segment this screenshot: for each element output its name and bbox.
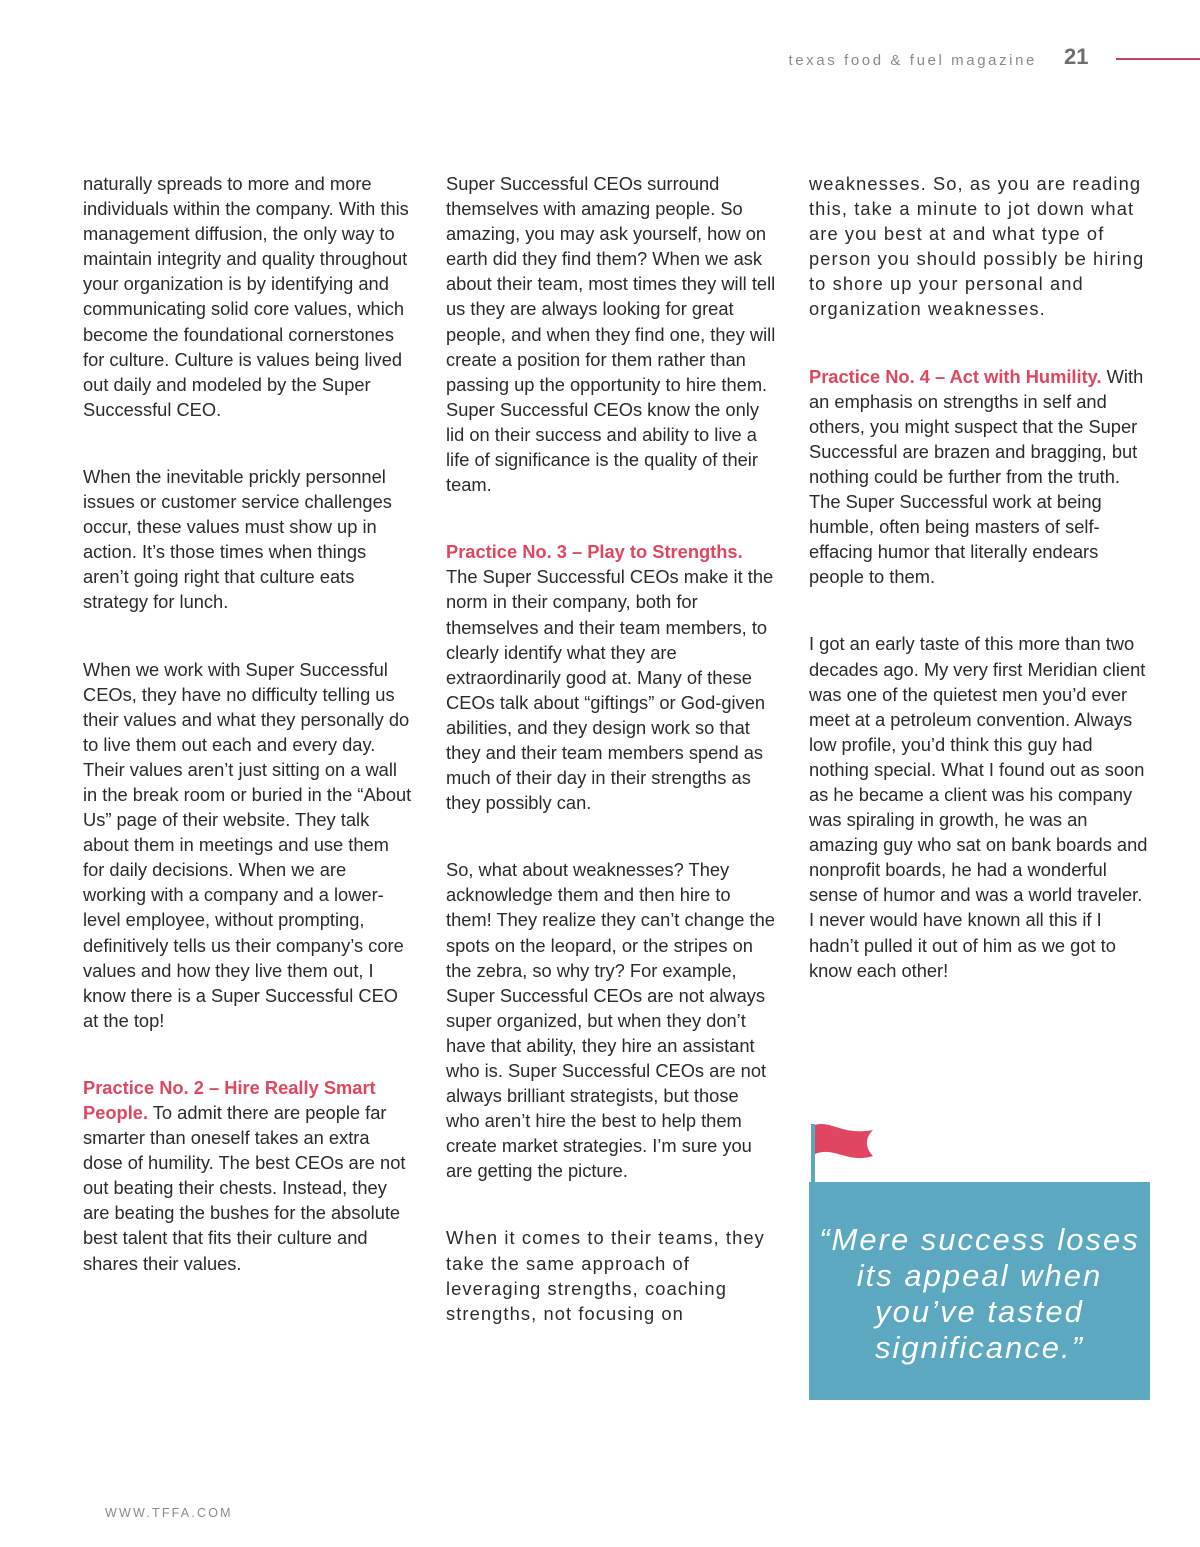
page-number: 21 <box>1064 44 1089 69</box>
footer-url: WWW.TFFA.COM <box>105 1506 233 1520</box>
pull-quote-box <box>809 1182 1150 1400</box>
article-column-1 <box>83 171 413 1318</box>
practice-3-paragraph <box>446 539 776 815</box>
flag-icon <box>809 1122 879 1184</box>
paragraph: Super Successful CEOs surround themselves with amazing people. So amazing, you may ask yourself, how on earth did they find them? When we ask about their team, most times they will tell us they are always looking for great people, and when they find one, they will create a position for them rather than passing up the opportunity to hire them. Super Successful CEOs know the only lid on their success and ability to live a life of significance is the quality of their team. <box>446 173 776 496</box>
paragraph: naturally spreads to more and more individuals within the company. With this management diffusion, the only way to maintain integrity and quality throughout your organization is by identifying and communicating solid core values, which become the foundational cornerstones for culture. Culture is values being lived out daily and modeled by the Super Successful CEO. <box>83 173 409 420</box>
practice-4-paragraph <box>809 364 1149 590</box>
article-column-2 <box>446 171 776 1368</box>
practice-3-heading: Practice No. 3 – Play to Strengths. <box>446 541 743 563</box>
practice-2-text: To admit there are people far smarter than oneself takes an extra dose of humility. The best CEOs are not out beating their chests. Instead, they are beating the bushes for the absolute best talent that fits their culture and shares their values. <box>83 1102 406 1274</box>
magazine-name: texas food & fuel magazine <box>788 52 1037 69</box>
paragraph: weaknesses. So, as you are reading this, take a minute to jot down what are you best at and what type of person you should possibly be hiring to shore up your personal and organization weaknesses. <box>809 173 1145 320</box>
practice-2-paragraph <box>83 1075 413 1276</box>
practice-4-text: With an emphasis on strengths in self and others, you might suspect that the Super Successful are brazen and bragging, but nothing could be further from the truth. The Super Successful work at being humble, often being masters of self-effacing humor that literally endears people to them. <box>809 365 1144 588</box>
page-header <box>0 44 1200 74</box>
paragraph: When it comes to their teams, they take the same approach of leveraging strengths, coaching strengths, not focusing on <box>446 1227 765 1324</box>
paragraph: When the inevitable prickly personnel issues or customer service challenges occur, these values must show up in action. It’s those times when things aren’t going right that culture eats strategy for lunch. <box>83 465 392 613</box>
paragraph: When we work with Super Successful CEOs, they have no difficulty telling us their values and what they personally do to live them out each and every day. Their values aren’t just sitting on a wall in the break room or buried in the “About Us” page of their website. They talk about them in meetings and use them for daily decisions. When we are working with a company and a lower-level employee, without prompting, definitively tells us their company’s core values and how they live them out, I know there is a Super Successful CEO at the top! <box>83 658 412 1031</box>
practice-3-text: The Super Successful CEOs make it the norm in their company, both for themselves and their team members, to clearly identify what they are extraordinarily good at. Many of these CEOs talk about “giftings” or God-given abilities, and they design work so that they and their team members spend as much of their day in their strengths as they possibly can. <box>446 566 774 814</box>
paragraph: So, what about weaknesses? They acknowledge them and then hire to them! They realize they can’t change the spots on the leopard, or the stripes on the zebra, so why try? For example, Super Successful CEOs are not always super organized, but when they don’t have that ability, they hire an assistant who is. Super Successful CEOs are not always brilliant strategists, but those who aren’t hire the best to help them create market strategies. I’m sure you are getting the picture. <box>446 859 775 1182</box>
paragraph: I got an early taste of this more than two decades ago. My very first Meridian client was one of the quietest men you’d ever meet at a petroleum convention. Always low profile, you’d think this guy had nothing special. What I found out as soon as he became a client was his company was spiraling in growth, he was an amazing guy who sat on bank boards and nonprofit boards, he had a wonderful sense of humor and was a world traveler. I never would have known all this if I hadn’t pulled it out of him as we got to know each other! <box>809 633 1148 981</box>
pull-quote: “Mere success loses its appeal when you’ve tasted significance.” <box>819 1222 1140 1365</box>
practice-2-heading: Practice No. 2 – Hire Really Smart People. <box>83 1076 376 1123</box>
article-column-3 <box>809 171 1149 1025</box>
practice-4-heading: Practice No. 4 – Act with Humility. <box>809 365 1102 387</box>
header-rule <box>1116 58 1200 60</box>
